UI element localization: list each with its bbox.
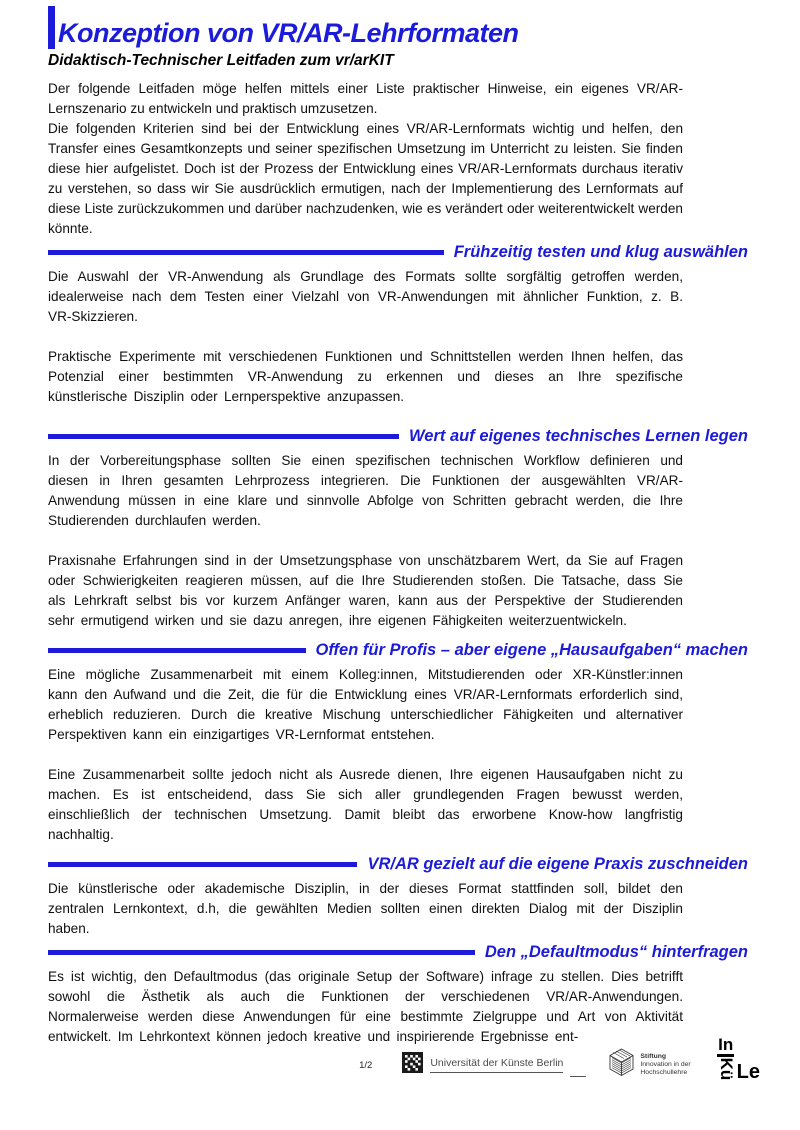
stiftung-logo-text [640,1053,690,1077]
section-5-paragraph-1: Es ist wichtig, den Defaultmodus (das originale Setup der Software) infrage zu stellen. Dies betrifft sowohl die Ästhetik als auch die Funktionen der verschiedenen VR/AR-Anwendungen. Normalerweise werden diese Anwendungen für eine bestimmte Zielgruppe und Art von Aktivität entwickelt. Im Lehrkontext können jedoch kreative und inspirierende Ergebnisse ent- [48,969,683,1044]
stiftung-text-line1: Stiftung [640,1053,667,1060]
page-subtitle: Didaktisch-Technischer Leitfaden zum vr/arKIT [48,52,394,69]
section-heading-text: Frühzeitig testen und klug auswählen [453,243,748,261]
page-footer [48,1034,760,1083]
section-heading-5 [48,943,748,962]
inkuele-text-ku: Kü [716,1057,736,1080]
udk-pixel-logo-icon [402,1052,423,1078]
section-heading-text: Wert auf eigenes technisches Lernen legen [409,427,748,445]
page-content [48,6,748,1067]
section-1-paragraph-2: Praktische Experimente mit verschiedenen Funktionen und Schnittstellen werden Ihnen helfen, das Potenzial einer bestimmten VR-Anwendung zu erkennen und dieses an Ihre spezifische künstlerische Disziplin oder Lernperspektive anzupassen. [48,349,683,404]
page-number: 1/2 [359,1059,373,1071]
section-2-paragraph-1: In der Vorbereitungsphase sollten Sie einen spezifischen technischen Workflow definieren und diesen in Ihren gesamten Lehrprozess integrieren. Die Funktionen der ausgewählten VR/AR-Anwendung müssen in eine klare und sinnvolle Abfolge von Schritten gebracht werden, die Ihre Studierenden durchlaufen werden. [48,453,683,528]
section-4-paragraph-1: Die künstlerische oder akademische Disziplin, in der dieses Format stattfinden soll, bildet den zentralen Lernkontext, d.h, die gewählten Medien sollten einen direkten Dialog mit der Disziplin haben. [48,881,683,936]
section-heading-4 [48,855,748,874]
page-title: Konzeption von VR/AR-Lehrformaten [58,18,519,48]
section-3-paragraph-1: Eine mögliche Zusammenarbeit mit einem Kolleg:innen, Mitstudierenden oder XR-Künstler:innen kann den Aufwand und die Zeit, die für die Entwicklung eines VR/AR-Lernformats erforderlich sind, erheblich reduzieren. Durch die kreative Mischung unterschiedlicher Fähigkeiten und alternativer Perspektiven kann ein einzigartiges VR-Lernformat entstehen. [48,667,683,742]
section-heading-text: VR/AR gezielt auf die eigene Praxis zuschneiden [367,855,748,873]
heading-rule [48,862,357,867]
intro-paragraph-1: Der folgende Leitfaden möge helfen mittels einer Liste praktischer Hinweise, ein eigenes VR/AR-Lernszenario zu entwickeln und praktisch umzusetzen. [48,81,683,116]
section-heading-text: Offen für Profis – aber eigene „Hausaufgaben“ machen [315,641,748,659]
stiftung-text-line2: Innovation in der [640,1061,691,1068]
section-3-paragraph-2: Eine Zusammenarbeit sollte jedoch nicht als Ausrede dienen, Ihre eigenen Hausaufgaben nicht zu machen. Es ist entscheidend, dass Sie sich aller grundlegenden Fragen bewusst werden, einschließlich der technischen Umsetzung. Damit bleibt das erworbene Know-how langfristig nachhaltig. [48,767,683,842]
inkuele-text-in: In [717,1036,734,1057]
heading-rule [48,648,306,653]
heading-rule [48,250,444,255]
section-heading-text: Den „Defaultmodus“ hinterfragen [484,943,748,961]
section-heading-1 [48,243,748,262]
section-heading-2 [48,427,748,446]
intro-paragraph-2: Die folgenden Kriterien sind bei der Entwicklung eines VR/AR-Lernformats wichtig und helfen, den Transfer eines Gesamtkonzepts und seiner spezifischen Umsetzung im Unterricht zu leisten. Sie finden diese hier aufgelistet. Doch ist der Prozess der Entwicklung eines VR/AR-Lernformats durchaus iterativ zu verstehen, so dass wir Sie ausdrücklich ermutigen, nach der Implementierung des Lernformats auf diese Liste zurückzukommen und darüber nachzudenken, wie es verändert oder weiterentwickelt werden könnte. [48,121,683,236]
udk-logo-text: Universität der Künste Berlin [430,1057,563,1073]
inkuele-logo-left [713,1036,739,1081]
udk-logo [402,1052,586,1078]
section-heading-3 [48,641,748,660]
stiftung-logo [608,1048,690,1082]
heading-rule [48,434,399,439]
stiftung-cube-icon [608,1048,635,1082]
inkuele-logo [713,1036,760,1081]
section-2-paragraph-2: Praxisnahe Erfahrungen sind in der Umsetzungsphase von unschätzbarem Wert, da Sie auf Fragen oder Schwierigkeiten reagieren müssen, auf die Ihre Studierenden stoßen. Die Tatsache, dass Sie als Lehrkraft selbst bis vor kurzem Anfänger waren, kann aus der Perspektive der Studierenden sehr ermutigend wirken und sie dazu anregen, ihre eigenen Fähigkeiten weiterzuentwickeln. [48,553,683,628]
udk-logo-dash [570,1076,586,1077]
section-1-paragraph-1: Die Auswahl der VR-Anwendung als Grundlage des Formats sollte sorgfältig getroffen werden, idealerweise nach dem Testen einer Vielzahl von VR-Anwendungen mit ähnlicher Funktion, z. B. VR-Skizzieren. [48,269,683,324]
stiftung-text-line3: Hochschullehre [640,1069,688,1076]
title-block [48,6,748,49]
title-accent-bar [48,6,55,49]
heading-rule [48,950,475,955]
inkuele-text-le: Le [736,1060,760,1083]
